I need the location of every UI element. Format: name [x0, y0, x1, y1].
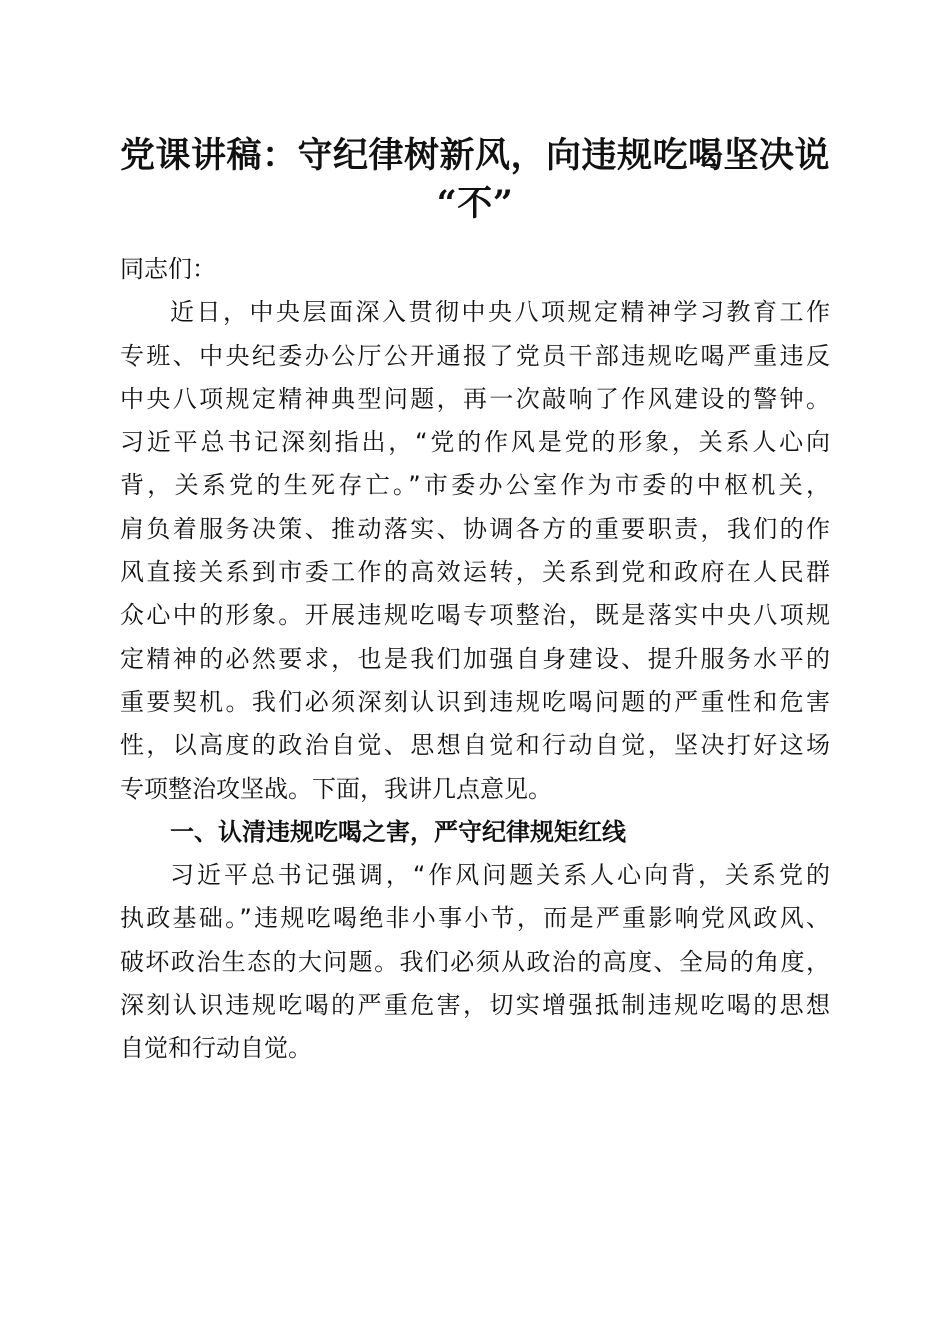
paragraph-line: 重要契机。我们必须深刻认识到违规吃喝问题的严重性和危害 — [120, 687, 830, 716]
paragraph-line: 习近平总书记强调，“作风问题关系人心向背，关系党的 — [170, 861, 830, 890]
paragraph-line: 肩负着服务决策、推动落实、协调各方的重要职责，我们的作 — [120, 514, 830, 543]
paragraph-line: 深刻认识违规吃喝的严重危害，切实增强抵制违规吃喝的思想 — [120, 991, 830, 1020]
paragraph-line: 背，关系党的生死存亡。”市委办公室作为市委的中枢机关， — [120, 471, 830, 500]
paragraph-line: 性，以高度的政治自觉、思想自觉和行动自觉，坚决打好这场 — [120, 731, 830, 760]
paragraph-2 — [120, 854, 830, 1070]
paragraph-line: 风直接关系到市委工作的高效运转，关系到党和政府在人民群 — [120, 558, 830, 587]
paragraph-line: 破坏政治生态的大问题。我们必须从政治的高度、全局的角度， — [120, 947, 830, 976]
paragraph-line: 自觉和行动自觉。 — [120, 1034, 312, 1063]
title-line: 党课讲稿：守纪律树新风，向违规吃喝坚决说 — [119, 135, 830, 176]
paragraph-line: 众心中的形象。开展违规吃喝专项整治，既是落实中央八项规 — [120, 601, 830, 630]
paragraph-line: 习近平总书记深刻指出，“党的作风是党的形象，关系人心向 — [120, 428, 830, 457]
paragraph-line: 专班、中央纪委办公厅公开通报了党员干部违规吃喝严重违反 — [120, 341, 830, 370]
paragraph-line: 定精神的必然要求，也是我们加强自身建设、提升服务水平的 — [120, 644, 830, 673]
section-heading: 一、认清违规吃喝之害，严守纪律规矩红线 — [170, 817, 626, 846]
paragraph-line: 近日，中央层面深入贯彻中央八项规定精神学习教育工作 — [170, 298, 830, 327]
title-line: “不” — [436, 183, 514, 224]
paragraph-line: 执政基础。”违规吃喝绝非小事小节，而是严重影响党风政风、 — [120, 904, 830, 933]
document-title — [100, 132, 850, 228]
paragraph-line: 中央八项规定精神典型问题，再一次敲响了作风建设的警钟。 — [120, 384, 830, 413]
paragraph-line: 专项整治攻坚战。下面，我讲几点意见。 — [120, 774, 552, 803]
salutation: 同志们： — [120, 255, 216, 283]
document-body — [120, 248, 830, 1071]
paragraph-1 — [120, 291, 830, 811]
